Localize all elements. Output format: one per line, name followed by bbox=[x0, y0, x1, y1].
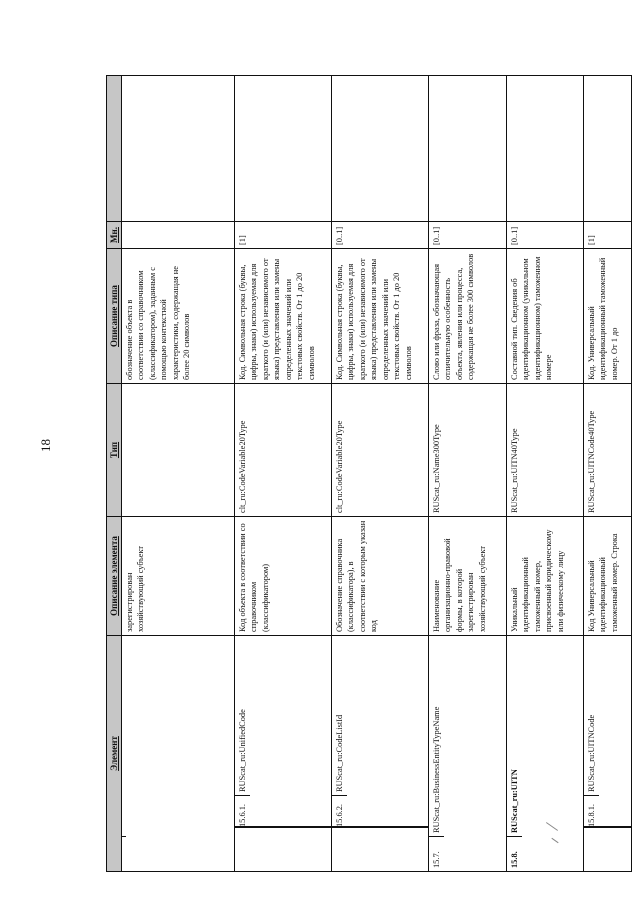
indent-divider bbox=[235, 827, 331, 871]
blank-cell bbox=[122, 76, 235, 222]
element-table bbox=[106, 75, 632, 872]
element-cell bbox=[235, 636, 332, 872]
element-cell bbox=[122, 636, 235, 872]
multiplicity-cell: [0..1] bbox=[332, 222, 429, 249]
element-description-cell: Уникальный идентификационный таможенный номер, присвоенный юридическому или физическому лицу bbox=[507, 517, 584, 636]
table-row bbox=[235, 76, 332, 872]
page-number: 18 bbox=[38, 439, 53, 452]
type-description-cell: обозначение объекта в соответствии со справочником (классификатором), заданным с помощью контекстной характеристики, содержащая не более 20 символов bbox=[122, 249, 235, 384]
element-cell bbox=[429, 636, 507, 872]
table-row bbox=[507, 76, 584, 872]
blank-cell bbox=[235, 76, 332, 222]
element-number bbox=[122, 836, 126, 871]
table-row bbox=[429, 76, 507, 872]
type-description-cell: Код. Символьная строка (буквы, цифры, знаки) используемая для краткого (и (или) независимого от языка) представления или замены определенных значений или текстовых свойств. От 1 до 20 символов bbox=[235, 249, 332, 384]
type-description-cell: Слово или фраза, обозначающая отличительную особенность объекта, явления или процесса, содержащая не более 300 символов bbox=[429, 249, 507, 384]
element-name: RUScat_ru:CodeListId bbox=[335, 714, 344, 792]
header-multiplicity: Мн. bbox=[107, 222, 122, 249]
type-description-cell: Код. Символьная строка (буквы, цифры, знаки) используемая для краткого (и (или) независимого от языка) представления или замены определенных значений или текстовых свойств. От 1 до 20 символов bbox=[332, 249, 429, 384]
table-body bbox=[122, 76, 632, 872]
type-cell: clt_ru:CodeVariable20Type bbox=[332, 384, 429, 517]
type-cell: RUScat_ru:Name300Type bbox=[429, 384, 507, 517]
indent-divider bbox=[584, 827, 631, 871]
multiplicity-cell bbox=[122, 222, 235, 249]
blank-cell bbox=[429, 76, 507, 222]
element-number: 15.8. bbox=[507, 836, 522, 871]
blank-cell bbox=[332, 76, 429, 222]
element-cell bbox=[584, 636, 632, 872]
multiplicity-cell: [0..1] bbox=[507, 222, 584, 249]
element-description-cell: Код Универсальный идентификационный таможенный номер. Строка bbox=[584, 517, 632, 636]
multiplicity-cell: [1] bbox=[584, 222, 632, 249]
blank-cell bbox=[507, 76, 584, 222]
table-row bbox=[332, 76, 429, 872]
header-element-description: Описание элемента bbox=[107, 517, 122, 636]
element-description-cell: зарегистрирован хозяйствующий субъект bbox=[122, 517, 235, 636]
element-cell bbox=[332, 636, 429, 872]
element-name: RUScat_ru:UITN bbox=[510, 769, 519, 833]
element-name: RUScat_ru:UITNCode bbox=[587, 714, 596, 792]
element-number: 15.8.1. bbox=[584, 795, 599, 830]
header-type-description: Описание типа bbox=[107, 249, 122, 384]
type-description-cell: Код. Универсальный идентификационный таможенный номер. От 1 до bbox=[584, 249, 632, 384]
header-blank bbox=[107, 76, 122, 222]
multiplicity-cell: [1] bbox=[235, 222, 332, 249]
type-cell: RUScat_ru:UITN40Type bbox=[507, 384, 584, 517]
element-description-cell: Наименование организационно-правовой формы, в которой зарегистрирован хозяйствующий субъект bbox=[429, 517, 507, 636]
table-row bbox=[584, 76, 632, 872]
element-name: RUScat_ru:UnifiedCode bbox=[238, 709, 247, 792]
table-header-row bbox=[107, 76, 122, 872]
type-description-cell: Составной тип. Сведения об идентификационном (уникальном идентификационном) таможенном номере bbox=[507, 249, 584, 384]
type-cell bbox=[122, 384, 235, 517]
multiplicity-cell: [0..1] bbox=[429, 222, 507, 249]
table-row bbox=[122, 76, 235, 872]
element-name: RUScat_ru:BusinessEntityTypeName bbox=[432, 706, 441, 833]
blank-cell bbox=[584, 76, 632, 222]
type-cell: clt_ru:CodeVariable20Type bbox=[235, 384, 332, 517]
element-description-cell: Код объекта в соответствии со справочником (классификатором) bbox=[235, 517, 332, 636]
element-number: 15.6.2. bbox=[332, 795, 347, 830]
element-cell bbox=[507, 636, 584, 872]
header-element: Элемент bbox=[107, 636, 122, 872]
element-number: 15.7. bbox=[429, 836, 444, 871]
header-type: Тип bbox=[107, 384, 122, 517]
element-description-cell: Обозначение справочника (классификатора), в соответствии с которым указан код bbox=[332, 517, 429, 636]
element-number: 15.6.1. bbox=[235, 795, 250, 830]
indent-divider bbox=[332, 827, 428, 871]
rotated-table-container bbox=[106, 76, 640, 872]
type-cell: RUScat_ru:UITNCode40Type bbox=[584, 384, 632, 517]
